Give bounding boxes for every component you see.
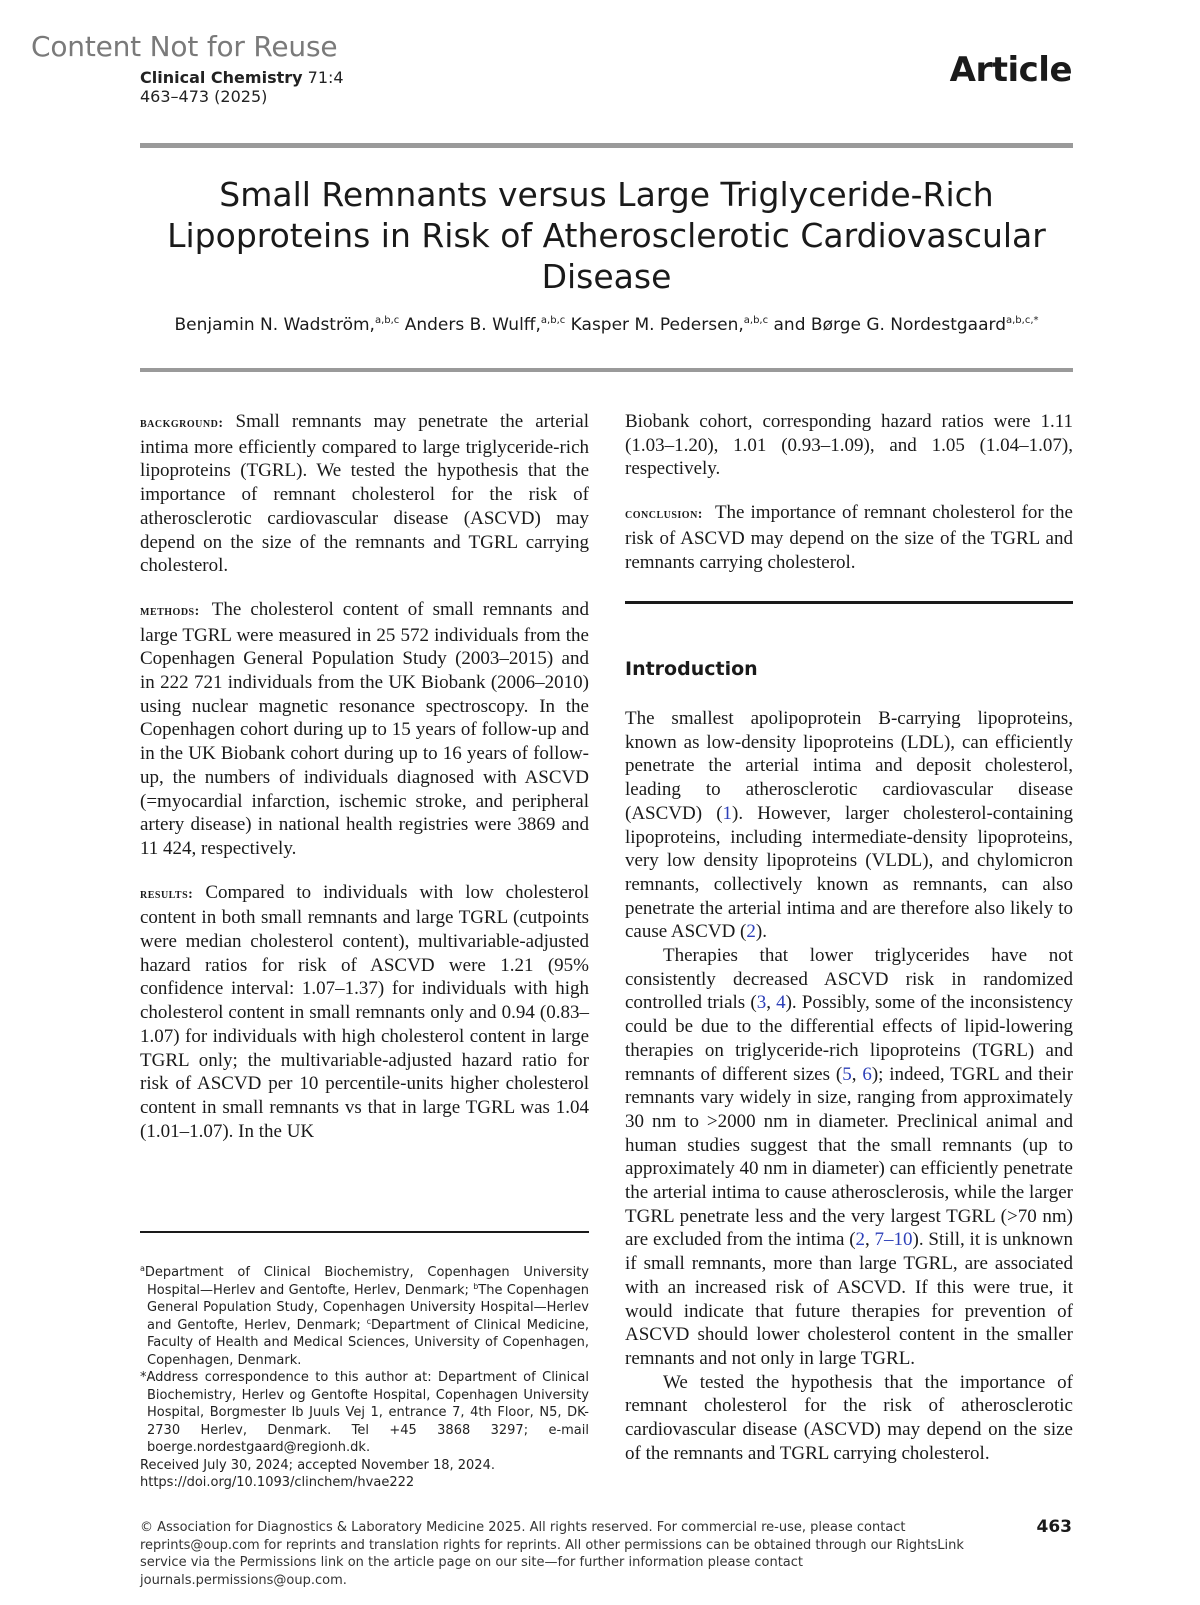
citation-link[interactable]: 3	[756, 992, 767, 1014]
intro-paragraph-1	[625, 707, 1073, 944]
author-list	[140, 315, 1073, 335]
article-type-label: Article	[949, 50, 1072, 90]
background-label: background:	[140, 416, 224, 431]
citation-sep: ,	[865, 1229, 875, 1251]
intro-paragraph-3: We tested the hypothesis that the importance of remnant cholesterol for the risk of atherosclerotic cardiovascular disease (ASCVD) may depend on the size of the remnants and TGRL carrying cholesterol.	[625, 1371, 1073, 1464]
abstract-end-rule	[625, 601, 1073, 604]
abstract-conclusion	[625, 501, 1073, 574]
abstract-left-column	[140, 410, 589, 1143]
author-affiliation-mark: a,b,c	[540, 315, 566, 326]
aff-b-mark: b	[473, 1281, 479, 1291]
received-dates: Received July 30, 2024; accepted November 18, 2024.	[140, 1457, 495, 1473]
article-title: Small Remnants versus Large Triglyceride-Rich Lipoproteins in Risk of Atherosclerotic Cardiovascular Disease	[167, 175, 1046, 296]
journal-name: Clinical Chemistry	[140, 68, 303, 87]
page-number: 463	[1036, 1517, 1072, 1537]
introduction-body	[625, 707, 1073, 1466]
intro-p1-text-c: ).	[755, 921, 767, 943]
journal-info	[140, 68, 344, 106]
author-separator: and	[768, 315, 811, 335]
intro-p2-text-d: ). Still, it is unknown if small remnants, more than large TGRL, are associated with an increased risk of ASCVD. If this were true, it would indicate that future therapies for prevention of ASCVD should lower cholesterol content in the smaller remnants and not only in large TGRL.	[625, 1229, 1074, 1369]
author-name: Kasper M. Pedersen,	[570, 315, 744, 335]
author-affiliation-mark: a,b,c	[743, 315, 769, 326]
citation-link[interactable]: 2	[855, 1229, 866, 1251]
author-name: Børge G. Nordestgaard	[810, 315, 1006, 335]
journal-pages: 463–473 (2025)	[140, 87, 268, 106]
author-affiliation-mark: a,b,c	[374, 315, 400, 326]
background-text: Small remnants may penetrate the arterial intima more efficiently compared to large triglyceride-rich lipoproteins (TGRL). We tested the hypothesis that the importance of remnant cholesterol for the risk of atherosclerotic cardiovascular disease (ASCVD) may depend on the size of the remnants and TGRL carrying cholesterol.	[140, 411, 589, 577]
aff-b: The Copenhagen General Population Study, Copenhagen University Hospital—Herlev and Gentofte, Herlev, Denmark;	[147, 1282, 590, 1333]
citation-link[interactable]: 4	[776, 992, 786, 1014]
citation-link[interactable]: 2	[746, 921, 756, 943]
intro-p2-text-a: Therapies that lower triglycerides have not consistently decreased ASCVD risk in randomized controlled trials (	[625, 945, 1073, 1014]
conclusion-label: conclusion:	[625, 507, 703, 523]
author-affiliation-mark: a,b,c,*	[1005, 315, 1039, 326]
journal-volume: 71:4	[307, 68, 344, 87]
introduction-heading: Introduction	[625, 658, 758, 680]
author-name: Anders B. Wulff,	[404, 315, 541, 335]
title-rule	[140, 368, 1073, 372]
abstract-results	[140, 881, 589, 1144]
citation-link[interactable]: 6	[862, 1063, 872, 1085]
aff-c: Department of Clinical Medicine, Faculty of Health and Medical Sciences, University of Copenhagen, Copenhagen, Denmark.	[147, 1317, 589, 1368]
correspondence: *Address correspondence to this author at: Department of Clinical Biochemistry, Herlev og Gentofte Hospital, Copenhagen University Hospital, Borgmester Ib Juuls Vej 1, entrance 7, 4th Floor, N5, DK-2730 Herlev, Denmark. Tel +45 3868 3297; e-mail boerge.nordestgaard@regionh.dk.	[140, 1370, 589, 1455]
affiliations	[140, 1264, 589, 1369]
conclusion-text: The importance of remnant cholesterol for the risk of ASCVD may depend on the size of the TGRL and remnants carrying cholesterol.	[625, 502, 1073, 573]
author-name: Benjamin N. Wadström,	[174, 315, 375, 335]
methods-text: The cholesterol content of small remnants and large TGRL were measured in 25 572 individuals from the Copenhagen General Population Study (2003–2015) and in 222 721 individuals from the UK Biobank (2006–2010) using nuclear magnetic resonance spectroscopy. In the Copenhagen cohort during up to 15 years of follow-up and in the UK Biobank cohort during up to 16 years of follow-up, the numbers of individuals diagnosed with ASCVD (=myocardial infarction, ischemic stroke, and peripheral artery disease) in national health registries were 3869 and 11 424, respectively.	[140, 598, 589, 859]
footnote-rule	[140, 1231, 589, 1233]
doi-link[interactable]: https://doi.org/10.1093/clinchem/hvae222	[140, 1475, 415, 1490]
copyright-notice: © Association for Diagnostics & Laboratory Medicine 2025. All rights reserved. For commercial re-use, please contact reprints@oup.com for reprints and translation rights for reprints. All other permissions can be obtained through our RightsLink service via the Permissions link on the article page on our site—for further information please contact journals.permissions@oup.com.	[140, 1520, 964, 1588]
abstract-methods	[140, 598, 589, 861]
citation-link[interactable]: 5	[842, 1063, 852, 1085]
citation-link[interactable]: 7–10	[874, 1229, 913, 1251]
header-rule	[140, 143, 1073, 148]
watermark-text: Content Not for Reuse	[31, 30, 338, 63]
intro-p2-text-c: ); indeed, TGRL and their remnants vary widely in size, ranging from approximately 30 nm to >2000 nm in diameter. Preclinical animal and human studies suggest that the small remnants (up to approximately 40 nm in diameter) can efficiently penetrate the arterial intima to cause atherosclerosis, while the larger TGRL penetrate less and the very largest TGRL (>70 nm) are excluded from the intima (	[625, 1063, 1074, 1251]
abstract-background	[140, 410, 589, 578]
citation-link[interactable]: 1	[722, 802, 733, 824]
citation-sep: ,	[851, 1063, 863, 1085]
intro-p1-text-a: The smallest apolipoprotein B-carrying lipoproteins, known as low-density lipoproteins (LDL), can efficiently penetrate the arterial intima and deposit cholesterol, leading to atherosclerotic cardiovascular disease (ASCVD) (	[625, 708, 1073, 824]
results-text-left: Compared to individuals with low cholesterol content in both small remnants and large TGRL (cutpoints were median cholesterol content), multivariable-adjusted hazard ratios for risk of ASCVD were 1.21 (95% confidence interval: 1.07–1.37) for individuals with high cholesterol content in small remnants only and 0.94 (0.83–1.07) for individuals with high cholesterol content in large TGRL only; the multivariable-adjusted hazard ratio for risk of ASCVD per 10 percentile-units higher cholesterol content in small remnants vs that in large TGRL was 1.04 (1.01–1.07). In the UK	[140, 881, 589, 1142]
methods-label: methods:	[140, 603, 200, 619]
intro-p1-text-b: ). However, larger cholesterol-containing lipoproteins, including intermediate-density lipoproteins, very low density lipoproteins (VLDL), and chylomicron remnants, collectively known as remnants, can also penetrate the arterial intima and are therefore also likely to cause ASCVD (	[625, 802, 1073, 943]
aff-a-mark: a	[140, 1264, 145, 1273]
aff-c-mark: c	[366, 1316, 372, 1326]
citation-sep: ,	[766, 992, 777, 1014]
abstract-right-column	[625, 410, 1073, 574]
results-label: results:	[140, 886, 194, 902]
footnotes	[140, 1264, 589, 1492]
intro-p2-text-b: ). Possibly, some of the inconsistency could be due to the differential effects of lipid-lowering therapies on triglyceride-rich lipoproteins (TGRL) and remnants of different sizes (	[625, 992, 1074, 1085]
aff-a: Department of Clinical Biochemistry, Copenhagen University Hospital—Herlev and Gentofte, Herlev, Denmark;	[144, 1265, 589, 1298]
intro-paragraph-2	[625, 944, 1073, 1371]
results-text-right: Biobank cohort, corresponding hazard ratios were 1.11 (1.03–1.20), 1.01 (0.93–1.09), and 1.05 (1.04–1.07), respectively.	[625, 411, 1073, 480]
